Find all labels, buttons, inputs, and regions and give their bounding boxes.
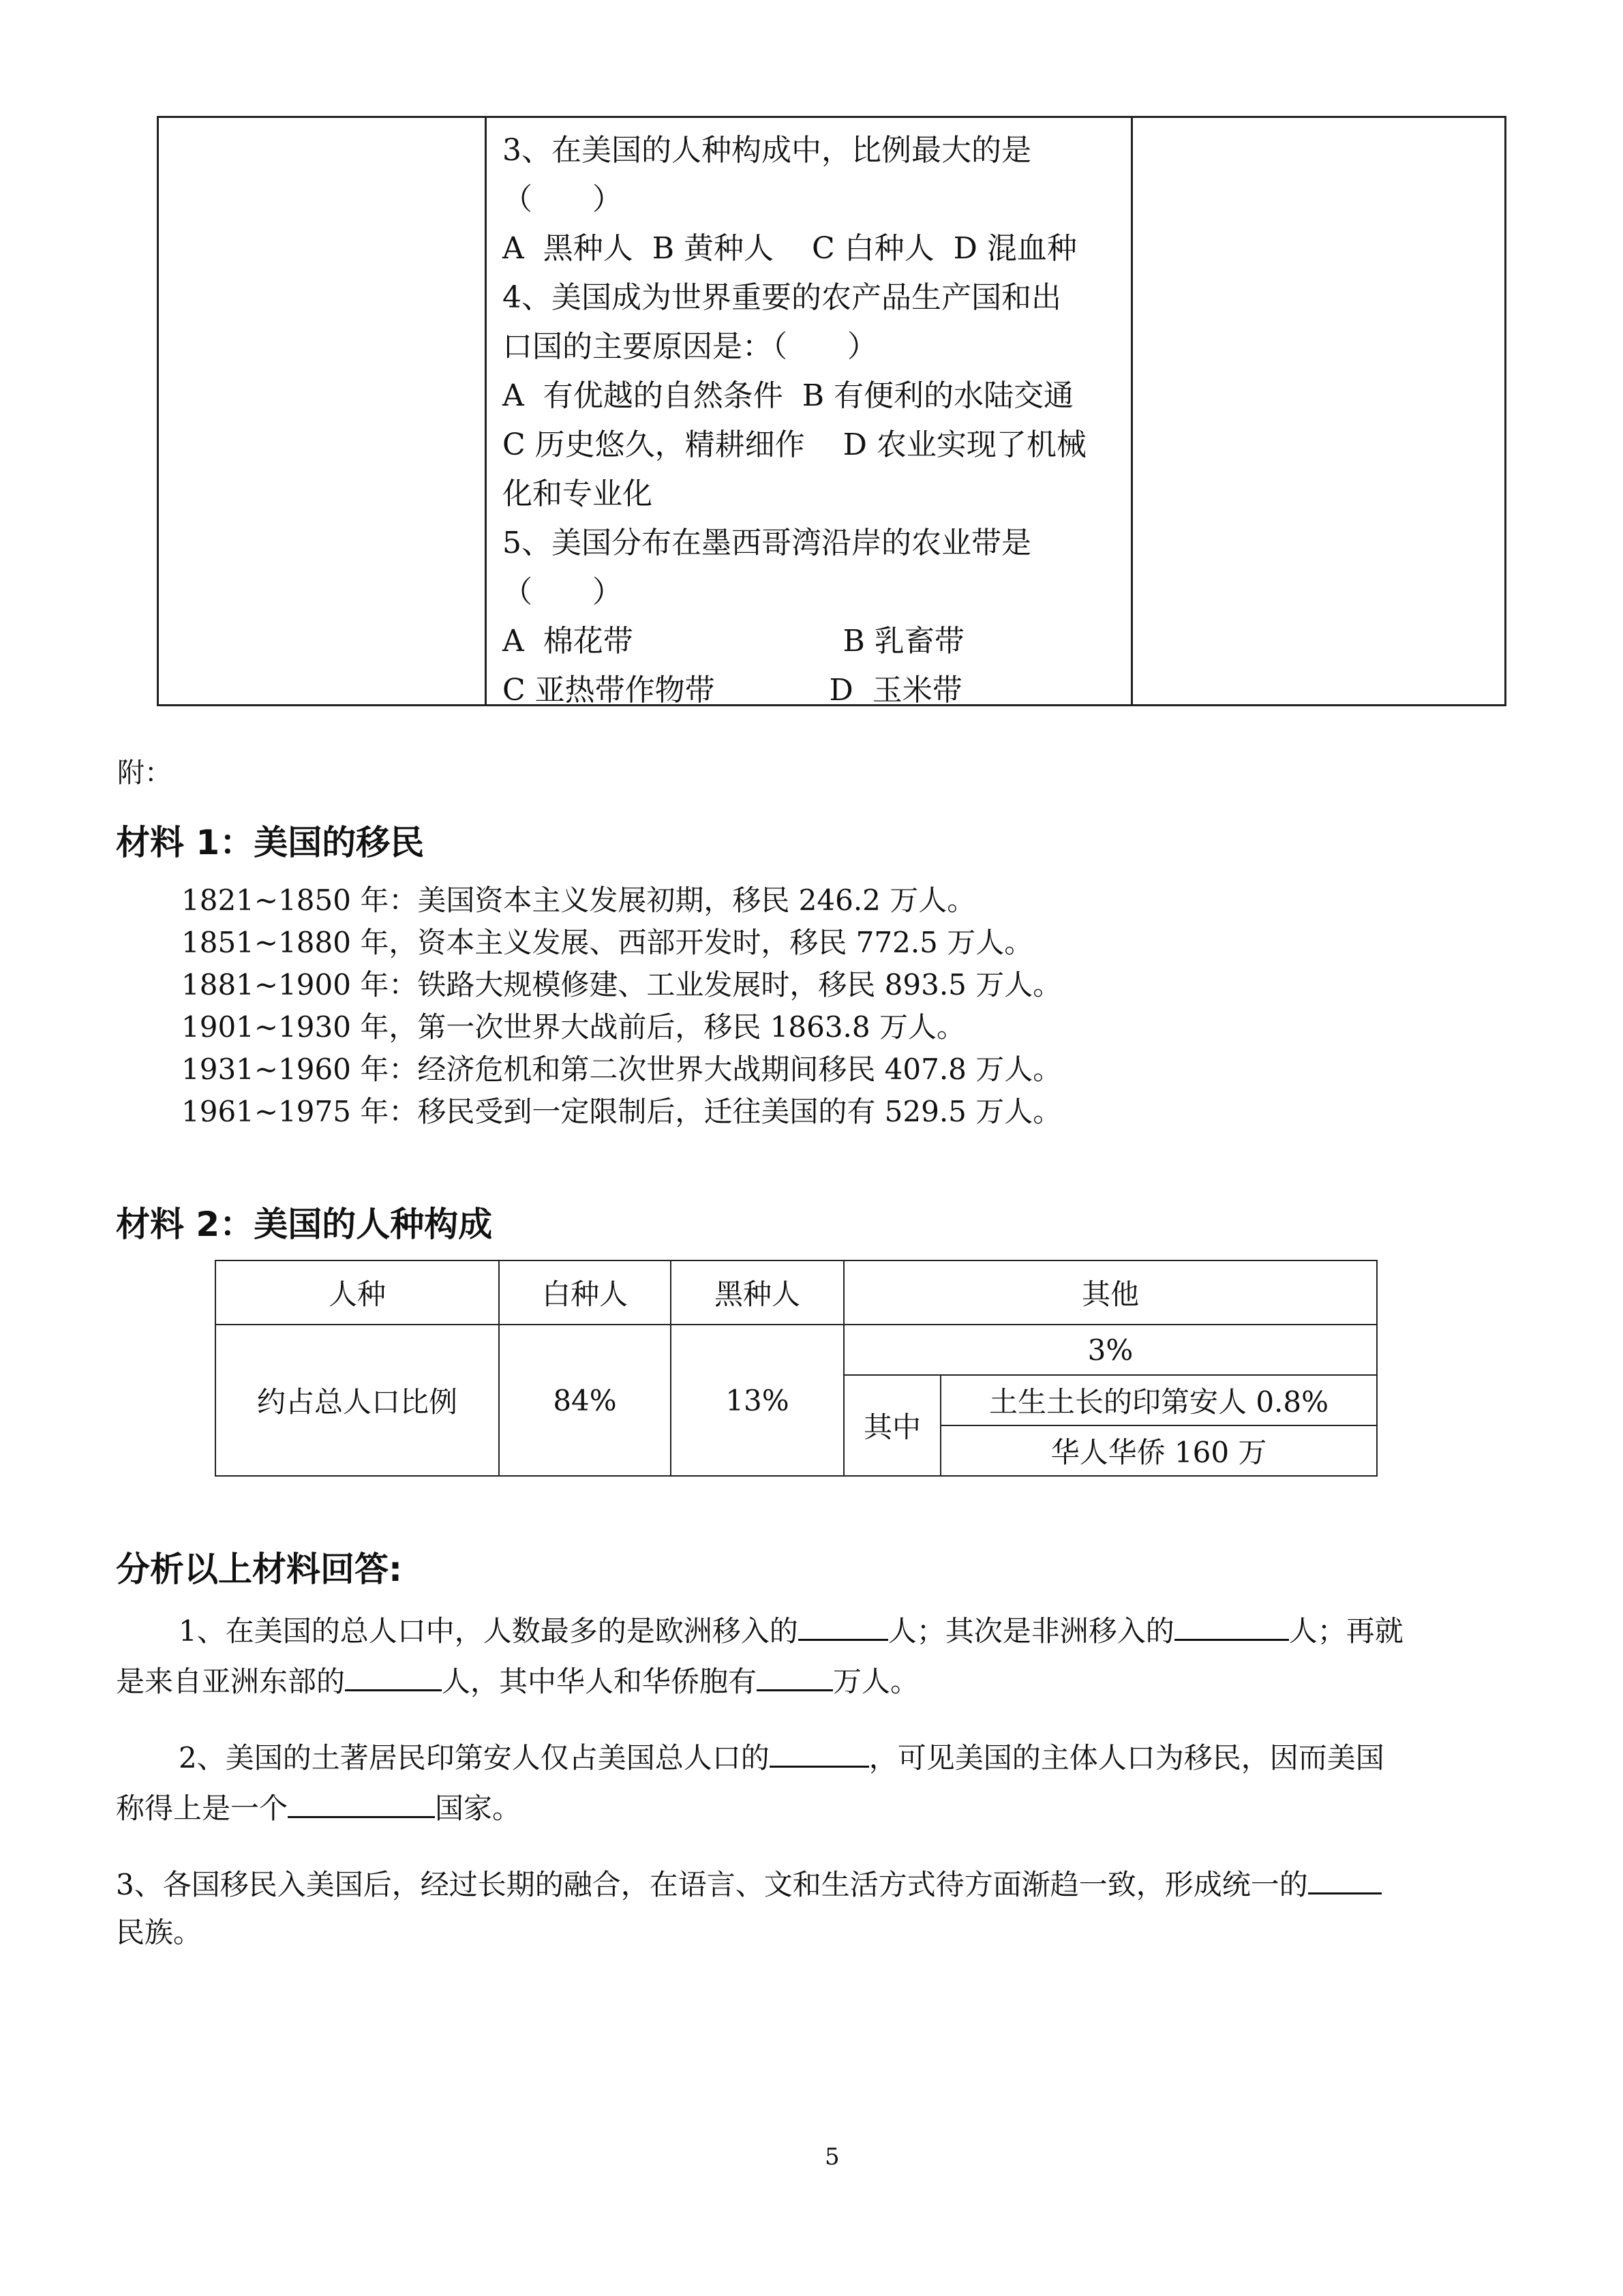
question-line: 化和专业化 <box>502 477 652 511</box>
question-line: 5、美国分布在墨西哥湾沿岸的农业带是 <box>502 526 1031 560</box>
question-line: A 有优越的自然条件 B 有便利的水陆交通 <box>502 378 1074 413</box>
appendix-label: 附： <box>117 757 172 789</box>
question-line: A 棉花带 B 乳畜带 <box>502 624 965 659</box>
q1-text: 人，其中华人和华侨胞有 <box>442 1665 757 1698</box>
page-number: 5 <box>825 2143 840 2171</box>
q1-blank-europe[interactable] <box>798 1605 888 1641</box>
q1-text: 人；再就 <box>1288 1614 1404 1648</box>
question-line: 4、美国成为世界重要的农产品生产国和出 <box>502 280 1061 315</box>
question-2 <box>116 1732 1547 1832</box>
q1-text: 万人。 <box>833 1665 920 1698</box>
migration-line: 1851~1880 年，资本主义发展、西部开发时，移民 772.5 万人。 <box>181 926 1033 959</box>
among-label: 其中 <box>843 1374 941 1477</box>
chinese-count: 华人华侨 160 万 <box>940 1425 1378 1477</box>
q3-text: 3、各国移民入美国后，经过长期的融合，在语言、文和生活方式待方面渐趋一致，形成统一的 <box>116 1868 1308 1901</box>
question-line: A 黑种人 B 黄种人 C 白种人 D 混血种 <box>502 231 1077 266</box>
question-cell <box>502 126 1143 715</box>
migration-line: 1961~1975 年：移民受到一定限制后，迁往美国的有 529.5 万人。 <box>181 1095 1062 1128</box>
q2-blank-country-type[interactable] <box>288 1782 435 1818</box>
header-other: 其他 <box>843 1260 1378 1325</box>
material1-list <box>181 879 1061 1133</box>
q1-blank-asia[interactable] <box>345 1655 442 1691</box>
q1-blank-chinese[interactable] <box>757 1655 833 1691</box>
migration-line: 1901~1930 年，第一次世界大战前后，移民 1863.8 万人。 <box>181 1010 965 1044</box>
other-percent: 3% <box>843 1324 1378 1376</box>
white-percent: 84% <box>498 1324 671 1477</box>
row-label: 约占总人口比例 <box>215 1324 500 1477</box>
header-race: 人种 <box>215 1260 500 1325</box>
material1-title: 材料 1：美国的移民 <box>116 823 425 862</box>
question-3 <box>116 1858 1547 1957</box>
material2-title: 材料 2：美国的人种构成 <box>116 1205 493 1244</box>
question-line: C 历史悠久，精耕细作 D 农业实现了机械 <box>502 427 1087 462</box>
q1-blank-africa[interactable] <box>1174 1605 1289 1641</box>
question-line: （ ） <box>502 575 622 609</box>
question-line: 3、在美国的人种构成中，比例最大的是 <box>502 133 1031 168</box>
indigenous-share: 土生土长的印第安人 0.8% <box>940 1374 1378 1426</box>
q2-text: 称得上是一个 <box>116 1792 288 1825</box>
q1-text: 人；其次是非洲移入的 <box>888 1614 1174 1648</box>
table-divider <box>485 118 487 704</box>
migration-line: 1931~1960 年：经济危机和第二次世界大战期间移民 407.8 万人。 <box>181 1053 1062 1086</box>
race-table <box>215 1260 1378 1477</box>
q2-text: 国家。 <box>435 1792 521 1825</box>
q2-text: ，可见美国的主体人口为移民，因而美国 <box>868 1741 1384 1774</box>
question-line: 口国的主要原因是：（ ） <box>502 329 877 364</box>
question-line: （ ） <box>502 182 622 217</box>
question-table <box>157 116 1506 706</box>
question-1 <box>116 1605 1547 1706</box>
header-black: 黑种人 <box>670 1260 845 1325</box>
analysis-title: 分析以上材料回答: <box>116 1550 402 1589</box>
q3-blank-nation[interactable] <box>1308 1858 1382 1894</box>
q1-text: 1、在美国的总人口中，人数最多的是欧洲移入的 <box>179 1614 798 1648</box>
black-percent: 13% <box>670 1324 845 1477</box>
q2-text: 2、美国的土著居民印第安人仅占美国总人口的 <box>179 1741 770 1774</box>
header-white: 白种人 <box>498 1260 671 1325</box>
migration-line: 1821~1850 年：美国资本主义发展初期，移民 246.2 万人。 <box>181 883 976 917</box>
q1-text: 是来自亚洲东部的 <box>116 1665 346 1698</box>
migration-line: 1881~1900 年：铁路大规模修建、工业发展时，移民 893.5 万人。 <box>181 968 1062 1001</box>
question-line: C 亚热带作物带 D 玉米带 <box>502 673 962 708</box>
q2-blank-percent[interactable] <box>770 1732 869 1768</box>
q3-text: 民族。 <box>116 1916 202 1949</box>
